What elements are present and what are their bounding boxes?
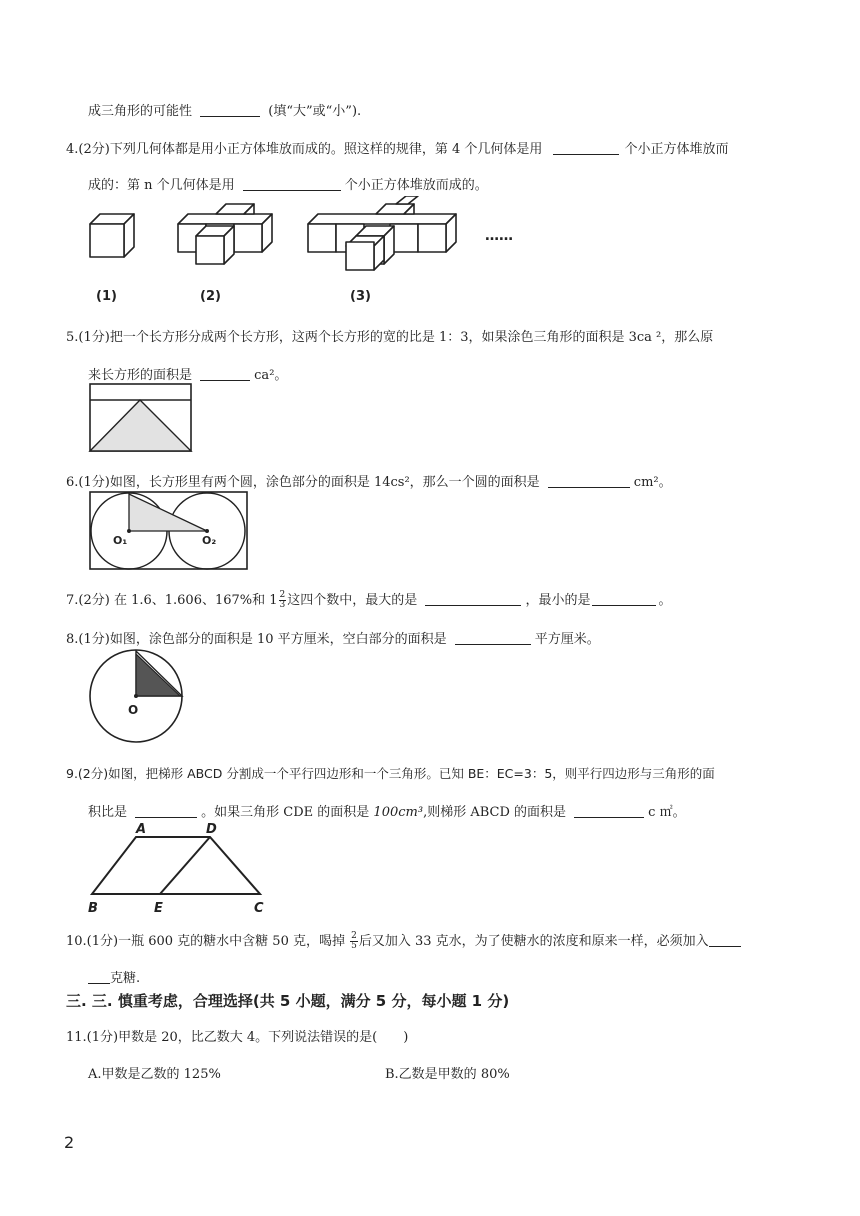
q9-label-c: C <box>254 901 264 916</box>
q11-option-b[interactable]: B.乙数是甲数的 80% <box>385 1067 510 1082</box>
q4-label-1: (1) <box>96 289 117 304</box>
q5-rectangle-figure <box>88 382 194 454</box>
q4-label-2: (2) <box>200 289 221 304</box>
q4-line2-a: 成的：第 n 个几何体是用 <box>88 178 235 193</box>
q9-line2 <box>88 805 686 819</box>
q8-part-a: 8.(1分)如图，涂色部分的面积是 10 平方厘米，空白部分的面积是 <box>66 632 447 647</box>
q7-part-d: 。 <box>658 593 672 608</box>
q8-part-b: 平方厘米。 <box>534 632 600 647</box>
q6-line <box>66 475 672 489</box>
q9-label-e: E <box>154 901 163 916</box>
q4-line2 <box>88 178 488 192</box>
q10-blank-part1[interactable] <box>709 934 741 947</box>
section-3-heading: 三. 三. 慎重考虑，合理选择(共 5 小题，满分 5 分，每小题 1 分) <box>66 992 510 1010</box>
q5-answer-blank[interactable] <box>200 368 250 381</box>
q10-line1 <box>66 932 741 951</box>
q7-line <box>66 591 671 610</box>
q5-line2 <box>88 368 287 382</box>
q4-line1 <box>66 142 729 156</box>
q9-label-b: B <box>88 901 98 916</box>
q10-part-b: 后又加入 33 克水，为了使糖水的浓度和原来一样，必须加入 <box>358 934 709 949</box>
q10-blank-part2[interactable] <box>88 971 110 984</box>
q11-stem: 11.(1分)甲数是 20，比乙数大 4。下列说法错误的是( ) <box>66 1030 409 1045</box>
q9-line2-a: 积比是 <box>88 805 128 820</box>
q5-line2-b: ca²。 <box>254 368 288 383</box>
q3-answer-blank[interactable] <box>200 104 260 117</box>
q9-trapezoid-figure <box>84 820 274 916</box>
q10-part-c: 克糖. <box>110 971 141 986</box>
q9-line2-d: c ㎡。 <box>648 805 686 820</box>
q8-label-o: O <box>128 703 139 717</box>
q9-blank-area[interactable] <box>574 805 644 818</box>
q4-label-3: (3) <box>350 289 371 304</box>
q7-part-c: ，最小的是 <box>525 593 591 608</box>
cube-figure-3 <box>308 196 456 270</box>
cube-figure-2 <box>178 204 272 264</box>
q8-circle-figure <box>88 648 188 748</box>
q4-line1-a: 4.(2分)下列几何体都是用小正方体堆放而成的。照这样的规律，第 4 个几何体是用 <box>66 142 543 157</box>
q9-label-d: D <box>206 822 217 837</box>
q7-fraction: $\frac{2}{3}$ <box>279 590 286 610</box>
q6-label-o1: O₁ <box>113 534 128 547</box>
q6-line-a: 6.(1分)如图，长方形里有两个圆，涂色部分的面积是 14cs²，那么一个圆的面积是 <box>66 475 540 490</box>
q4-ellipsis: …… <box>485 228 513 244</box>
q7-part-a: 7.(2分) 在 1.6、1.606、167%和 1 <box>66 593 278 608</box>
q6-line-b: cm²。 <box>633 475 672 490</box>
q3-tail-text: 成三角形的可能性 <box>88 104 193 119</box>
q7-blank-max[interactable] <box>425 593 521 606</box>
q8-answer-blank[interactable] <box>455 632 531 645</box>
q9-line2-c: ,则梯形 ABCD 的面积是 <box>423 805 567 820</box>
cube-figure-1 <box>90 214 134 257</box>
q4-line2-b: 个小正方体堆放而成的。 <box>344 178 488 193</box>
q4-line1-b: 个小正方体堆放而 <box>624 142 729 157</box>
q5-line2-a: 来长方形的面积是 <box>88 368 193 383</box>
q6-answer-blank[interactable] <box>548 475 630 488</box>
q10-part-a: 10.(1分)一瓶 600 克的糖水中含糖 50 克，喝掉 <box>66 934 345 949</box>
q4-cube-figures <box>80 196 540 308</box>
q10-line2 <box>88 971 140 985</box>
q9-area-value: 100cm³ <box>373 805 424 820</box>
q11-option-a[interactable]: A.甲数是乙数的 125% <box>88 1067 221 1082</box>
q9-line2-b: 。如果三角形 CDE 的面积是 <box>201 805 370 820</box>
page-number: 2 <box>64 1133 75 1152</box>
q9-blank-ratio[interactable] <box>135 805 197 818</box>
q5-line1: 5.(1分)把一个长方形分成两个长方形，这两个长方形的宽的比是 1：3，如果涂色三角形的面积是 3ca ²，那么原 <box>66 330 714 345</box>
q4-blank-1[interactable] <box>553 142 619 155</box>
q7-part-b: 这四个数中，最大的是 <box>287 593 418 608</box>
q8-line <box>66 632 600 646</box>
q6-circles-figure <box>88 490 250 572</box>
q3-tail-suffix: (填“大”或“小”). <box>268 104 362 119</box>
q6-label-o2: O₂ <box>202 534 217 547</box>
q9-line1: 9.(2分)如图，把梯形 ABCD 分割成一个平行四边形和一个三角形。已知 BE：EC=3：5，则平行四边形与三角形的面 <box>66 766 715 781</box>
q3-tail-line <box>88 104 361 118</box>
q10-fraction: $\frac{2}{5}$ <box>351 931 357 951</box>
q7-blank-min[interactable] <box>592 593 656 606</box>
q9-label-a: A <box>136 822 147 837</box>
q4-blank-2[interactable] <box>243 178 341 191</box>
